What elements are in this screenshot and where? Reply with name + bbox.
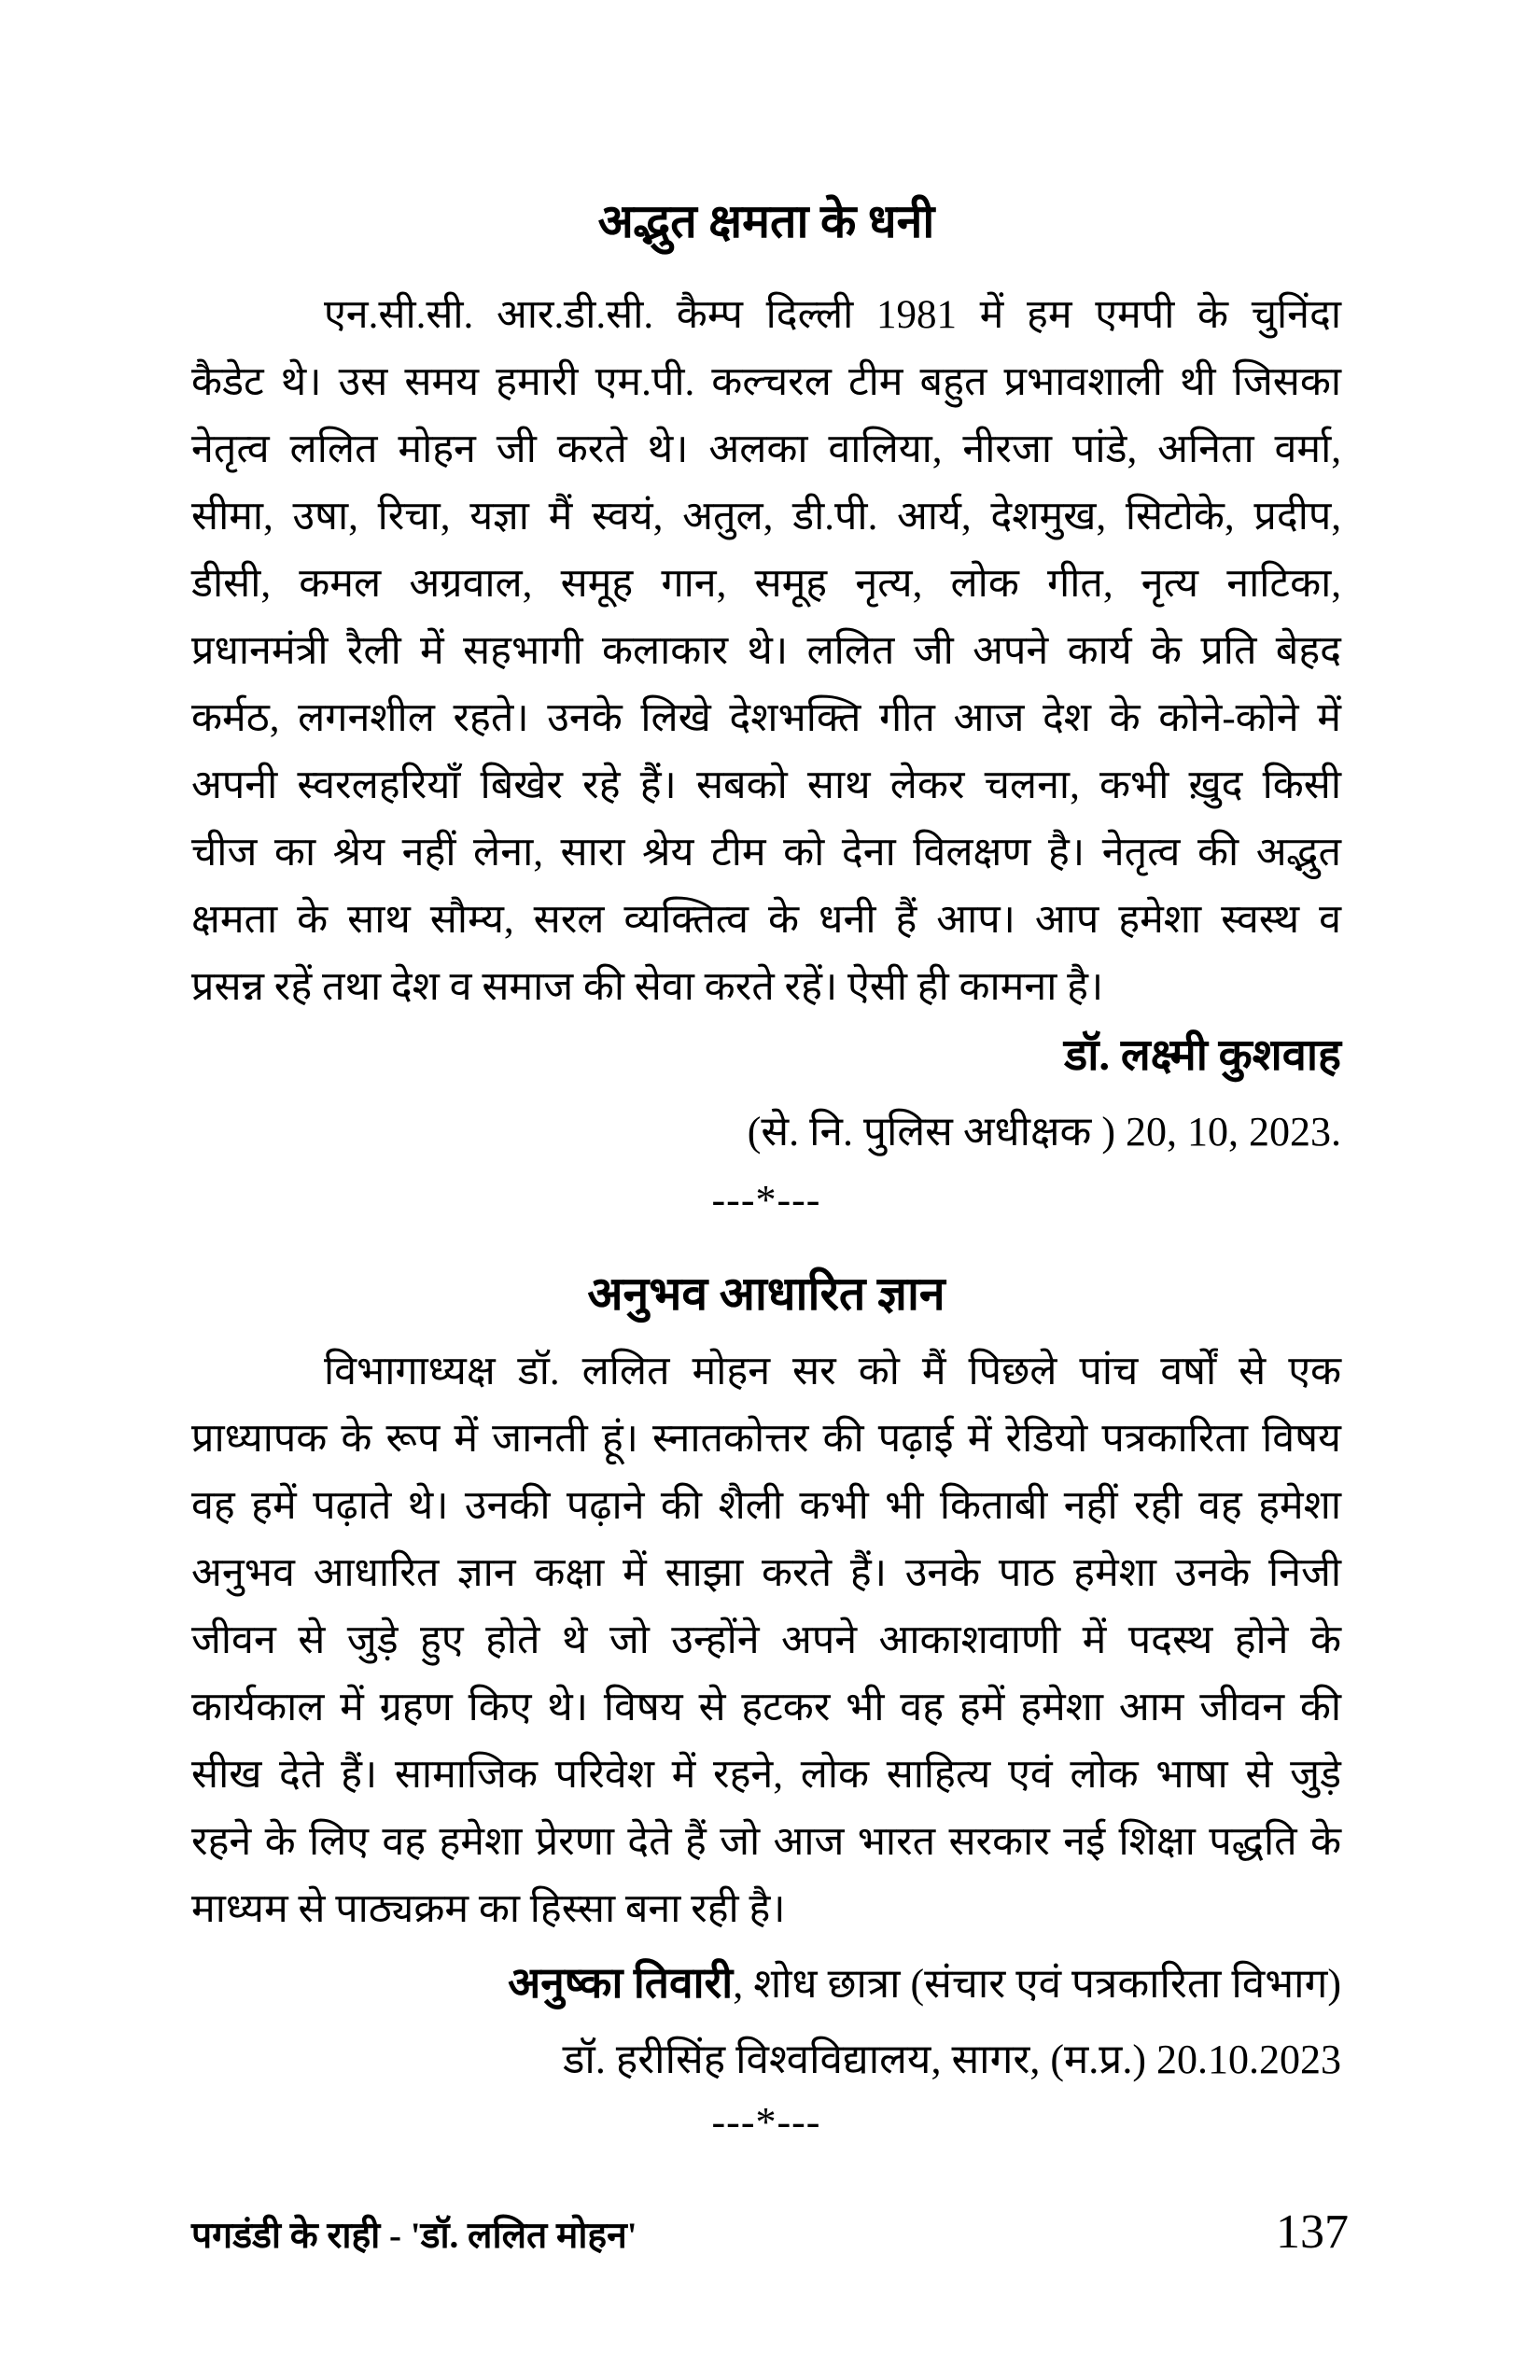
signature-name-1: डॉ. लक्ष्मी कुशवाह (1064, 1031, 1341, 1080)
section-separator-2: ---*--- (711, 2099, 821, 2145)
paragraph-line: प्रसन्न रहें तथा देश व समाज की सेवा करते रहें। ऐसी ही कामना है। (191, 965, 1104, 1009)
footer (191, 2205, 1349, 2260)
paragraph-line: चीज का श्रेय नहीं लेना, सारा श्रेय टीम को देना विलक्षण है। नेतृत्व की अद्भुत (191, 831, 1341, 875)
paragraph-line: डीसी, कमल अग्रवाल, समूह गान, समूह नृत्य, लोक गीत, नृत्य नाटिका, (191, 562, 1341, 606)
paragraph-1 (191, 282, 1341, 1021)
page-number: 137 (1276, 2205, 1349, 2259)
signature-line-2 (191, 1953, 1341, 2015)
paragraph-line: एन.सी.सी. आर.डी.सी. कैम्प दिल्ली 1981 में हम एमपी के चुनिंदा (324, 293, 1341, 337)
paragraph-line: कर्मठ, लगनशील रहते। उनके लिखे देशभक्ति गीत आज देश के कोने-कोने में (191, 696, 1341, 740)
paragraph-line: नेतृत्व ललित मोहन जी करते थे। अलका वालिया, नीरजा पांडे, अनिता वर्मा, (191, 427, 1341, 471)
paragraph-line: प्राध्यापक के रूप में जानती हूं। स्नातकोत्तर की पढ़ाई में रेडियो पत्रकारिता विषय (191, 1417, 1341, 1461)
paragraph-line: सीख देते हैं। सामाजिक परिवेश में रहने, लोक साहित्य एवं लोक भाषा से जुड़े (191, 1753, 1341, 1797)
signature-detail-1: (से. नि. पुलिस अधीक्षक ) 20, 10, 2023. (747, 1109, 1341, 1155)
paragraph-line: जीवन से जुड़े हुए होते थे जो उन्होंने अपने आकाशवाणी में पदस्थ होने के (191, 1618, 1341, 1662)
paragraph-line: कार्यकाल में ग्रहण किए थे। विषय से हटकर भी वह हमें हमेशा आम जीवन की (191, 1686, 1341, 1729)
signature-affiliation-2: डॉ. हरीसिंह विश्वविद्यालय, सागर, (म.प्र.) 20.10.2023 (562, 2037, 1341, 2082)
paragraph-line: अनुभव आधारित ज्ञान कक्षा में साझा करते हैं। उनके पाठ हमेशा उनके निजी (191, 1551, 1341, 1595)
paragraph-line: सीमा, उषा, रिचा, यज्ञा मैं स्वयं, अतुल, डी.पी. आर्य, देशमुख, सिटोके, प्रदीप, (191, 495, 1341, 539)
section-title-1: अद्भुत क्षमता के धनी (597, 195, 935, 247)
paragraph-line: प्रधानमंत्री रैली में सहभागी कलाकार थे। ललित जी अपने कार्य के प्रति बेहद (191, 629, 1341, 673)
paragraph-line: वह हमें पढ़ाते थे। उनकी पढ़ाने की शैली कभी भी किताबी नहीं रही वह हमेशा (191, 1484, 1341, 1528)
paragraph-line: अपनी स्वरलहरियाँ बिखेर रहे हैं। सबको साथ लेकर चलना, कभी ख़ुद किसी (191, 763, 1341, 807)
paragraph-line: माध्यम से पाठ्यक्रम का हिस्सा बना रही है। (191, 1887, 786, 1931)
section-separator-1: ---*--- (711, 1177, 821, 1223)
paragraph-line: क्षमता के साथ सौम्य, सरल व्यक्तित्व के धनी हैं आप। आप हमेशा स्वस्थ व (191, 898, 1341, 942)
paragraph-line: रहने के लिए वह हमेशा प्रेरणा देते हैं जो आज भारत सरकार नई शिक्षा पद्धति के (191, 1820, 1341, 1864)
paragraph-line: विभागाध्यक्ष डॉ. ललित मोहन सर को मैं पिछले पांच वर्षों से एक (324, 1350, 1341, 1393)
book-title-footer: पगडंडी के राही - 'डॉ. ललित मोहन' (191, 2216, 637, 2256)
paragraph-2 (191, 1338, 1341, 1943)
section-title-2: अनुभव आधारित ज्ञान (587, 1267, 945, 1320)
signature-name-2: अनुष्का तिवारी (508, 1959, 734, 2007)
paragraph-line: कैडेट थे। उस समय हमारी एम.पी. कल्चरल टीम बहुत प्रभावशाली थी जिसका (191, 360, 1341, 404)
signature-role-2: , शोध छात्रा (संचार एवं पत्रकारिता विभाग) (733, 1961, 1341, 2007)
